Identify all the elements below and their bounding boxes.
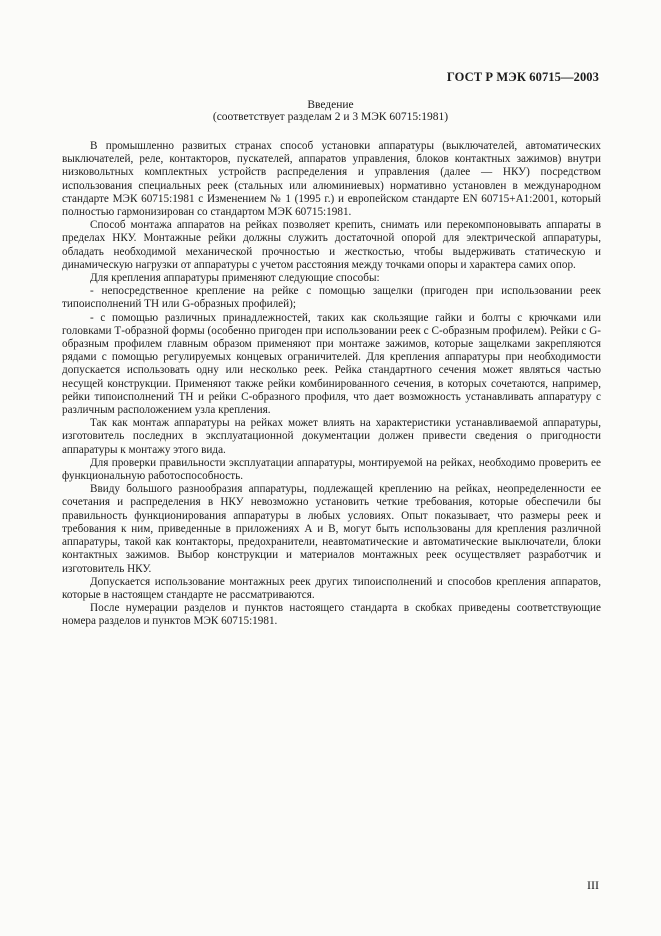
paragraph: Ввиду большого разнообразия аппаратуры, подлежащей креплению на рейках, неопределенности ее сочетания и распределения в НКУ невозможно установить четкие требования, которые обеспечили бы правильность функционирования аппаратуры в любых условиях. Опыт показывает, что размеры реек и требования к ним, приведенные в приложениях А и В, могут быть использованы для крепления различной аппаратуры, такой как контакторы, предохранители, неавтоматические и автоматические выключатели, блоки контактных зажимов. Выбор конструкции и материалов монтажных реек осуществляет разработчик и изготовитель НКУ. (62, 483, 601, 575)
list-item: - непосредственное крепление на рейке с помощью защелки (пригоден при использовании реек типоисполнений ТН или G-образных профилей); (62, 285, 601, 311)
paragraph: Допускается использование монтажных реек других типоисполнений и способов крепления аппаратов, которые в настоящем стандарте не рассматриваются. (62, 575, 601, 601)
page-number: III (587, 878, 599, 892)
body-text (62, 140, 601, 629)
paragraph: Способ монтажа аппаратов на рейках позволяет крепить, снимать или перекомпоновывать аппараты в пределах НКУ. Монтажные рейки должны служить достаточной опорой для электрической аппаратуры, обладать необходимой механической прочностью и жесткостью, чтобы выдерживать статическую и динамическую нагрузки от аппаратуры с учетом расстояния между точками опоры и характера самих опор. (62, 219, 601, 271)
paragraph: В промышленно развитых странах способ установки аппаратуры (выключателей, автоматических выключателей, реле, контакторов, пускателей, аппаратов управления, блоков контактных зажимов) внутри низковольтных комплектных устройств распределения и управления (далее — НКУ) посредством использования специальных реек (стальных или алюминиевых) нормативно установлен в международном стандарте МЭК 60715:1981 с Изменением № 1 (1995 г.) и европейском стандарте EN 60715+A1:2001, который полностью гармонизирован со стандартом МЭК 60715:1981. (62, 140, 601, 219)
paragraph: Для проверки правильности эксплуатации аппаратуры, монтируемой на рейках, необходимо проверить ее функциональную работоспособность. (62, 456, 601, 483)
section-title: Введение (307, 99, 354, 111)
list-item: - с помощью различных принадлежностей, таких как скользящие гайки и болты с крючками или головками Т-образной формы (особенно пригоден при использовании реек с С-образным профилем). Рейки с G-образным профилем главным образом применяют при монтаже зажимов, которые защелками закрепляются рядами с помощью регулируемых концевых ограничителей. Для крепления аппаратуры при необходимости допускается использовать одну или несколько реек. Рейка стандартного сечения может являться частью несущей конструкции. Применяют также рейки комбинированного сечения, в которых сочетаются, например, рейки типоисполнений ТН и рейки С-образного профиля, что дает возможность устанавливать аппаратуру с различным расположением узла крепления. (62, 311, 601, 417)
paragraph: Для крепления аппаратуры применяют следующие способы: (90, 272, 380, 285)
section-subtitle: (соответствует разделам 2 и 3 МЭК 60715:1981) (212, 111, 449, 123)
paragraph: Так как монтаж аппаратуры на рейках может влиять на характеристики устанавливаемой аппаратуры, изготовитель последних в эксплуатационной документации должен привести сведения о пригодности аппаратуры к монтажу этого вида. (62, 417, 601, 456)
document-code-header: ГОСТ Р МЭК 60715—2003 (446, 70, 599, 84)
paragraph: После нумерации разделов и пунктов настоящего стандарта в скобках приведены соответствующие номера разделов и пунктов МЭК 60715:1981. (62, 602, 601, 628)
